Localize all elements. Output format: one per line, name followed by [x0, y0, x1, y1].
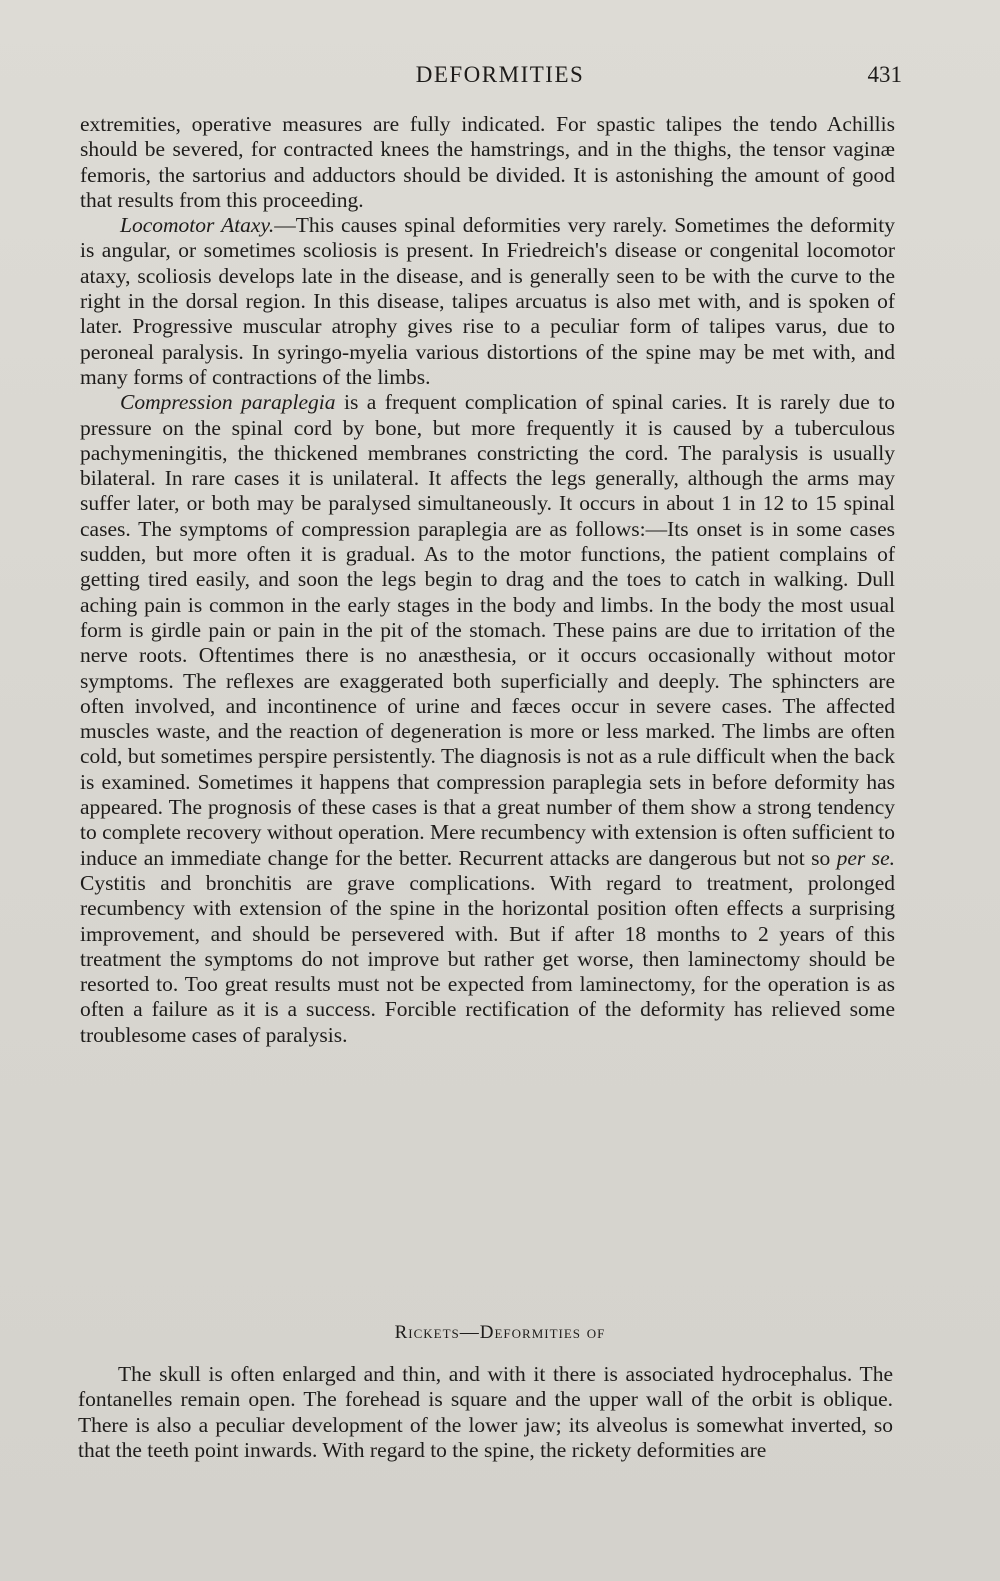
- italic-phrase: per se.: [836, 845, 895, 870]
- paragraph-extremities: [80, 112, 895, 213]
- section-heading: Rickets—Deformities of: [394, 1322, 606, 1343]
- page-number: 431: [867, 62, 902, 87]
- paragraph-rickets: The skull is often enlarged and thin, and with it there is associated hydrocephalus. The fontanelles remain open. The forehead is square and the upper wall of the orbit is oblique. There is also a peculiar development of the lower jaw; its alveolus is somewhat inverted, so that the teeth point inwards. With regard to the spine, the rickety deformities are: [78, 1362, 893, 1462]
- paragraph-locomotor-ataxy: [80, 213, 895, 390]
- paragraph-text: is a frequent complication of spinal caries. It is rarely due to pressure on the spinal cord by bone, but more frequently it is caused by a tuberculous pachymeningitis, the thickened membranes constricting the cord. The paralysis is usually bilateral. In rare cases it is unilateral. It affects the legs generally, although the arms may suffer later, or both may be paralysed simultaneously. It occurs in about 1 in 12 to 15 spinal cases. The symptoms of compression paraplegia are as follows:—Its onset is in some cases sudden, but more often it is gradual. As to the motor functions, the patient complains of getting tired easily, and soon the legs begin to drag and the toes to catch in walking. Dull aching pain is common in the early stages in the body and limbs. In the body the most usual form is girdle pain or pain in the pit of the stomach. These pains are due to irritation of the nerve roots. Oftentimes there is no anæsthesia, or it occurs occasionally without motor symptoms. The reflexes are exaggerated both superficially and deeply. The sphincters are often involved, and incontinence of urine and fæces occur in severe cases. The affected muscles waste, and the reaction of degeneration is more or less marked. The limbs are often cold, but sometimes perspire persistently. The diagnosis is not as a rule difficult when the back is examined. Sometimes it happens that compression paraplegia sets in before deformity has appeared. The prognosis of these cases is that a great number of them show a strong tendency to complete recovery without operation. Mere recumbency with extension is often sufficient to induce an immediate change for the better. Recurrent attacks are dangerous but not so: [80, 390, 895, 870]
- paragraph-lead: Locomotor Ataxy.: [120, 213, 275, 238]
- paragraph-compression-paraplegia: [80, 390, 895, 1048]
- paragraph-text-continued: Cystitis and bronchitis are grave complications. With regard to treatment, prolonged recumbency with extension of the spine in the horizontal position often effects a surprising improvement, and should be persevered with. But if after 18 months to 2 years of this treatment the symptoms do not improve but rather get worse, then laminectomy should be resorted to. Too great results must not be expected from laminectomy, for the operation is as often a failure as it is a success. Forcible rectification of the deformity has relieved some troublesome cases of paralysis.: [80, 870, 895, 1047]
- paragraph-text: —This causes spinal deformities very rarely. Sometimes the deformity is angular, or sometimes scoliosis is present. In Friedreich's disease or congenital locomotor ataxy, scoliosis develops late in the disease, and is generally seen to be with the curve to the right in the dorsal region. In this disease, talipes arcuatus is also met with, and is spoken of later. Progressive muscular atrophy gives rise to a peculiar form of talipes varus, due to peroneal paralysis. In syringo-myelia various distortions of the spine may be met with, and many forms of contractions of the limbs.: [80, 213, 896, 389]
- section-text: [78, 1362, 893, 1463]
- page-header: [0, 62, 1000, 92]
- running-head: DEFORMITIES: [415, 62, 585, 87]
- paragraph-lead: Compression paraplegia: [120, 390, 336, 415]
- paragraph-text: extremities, operative measures are fully indicated. For spastic talipes the tendo Achillis should be severed, for contracted knees the hamstrings, and in the thighs, the tensor vaginæ femoris, the sartorius and adductors should be divided. It is astonishing the amount of good that results from this proceeding.: [80, 112, 895, 212]
- main-text: [80, 112, 895, 1048]
